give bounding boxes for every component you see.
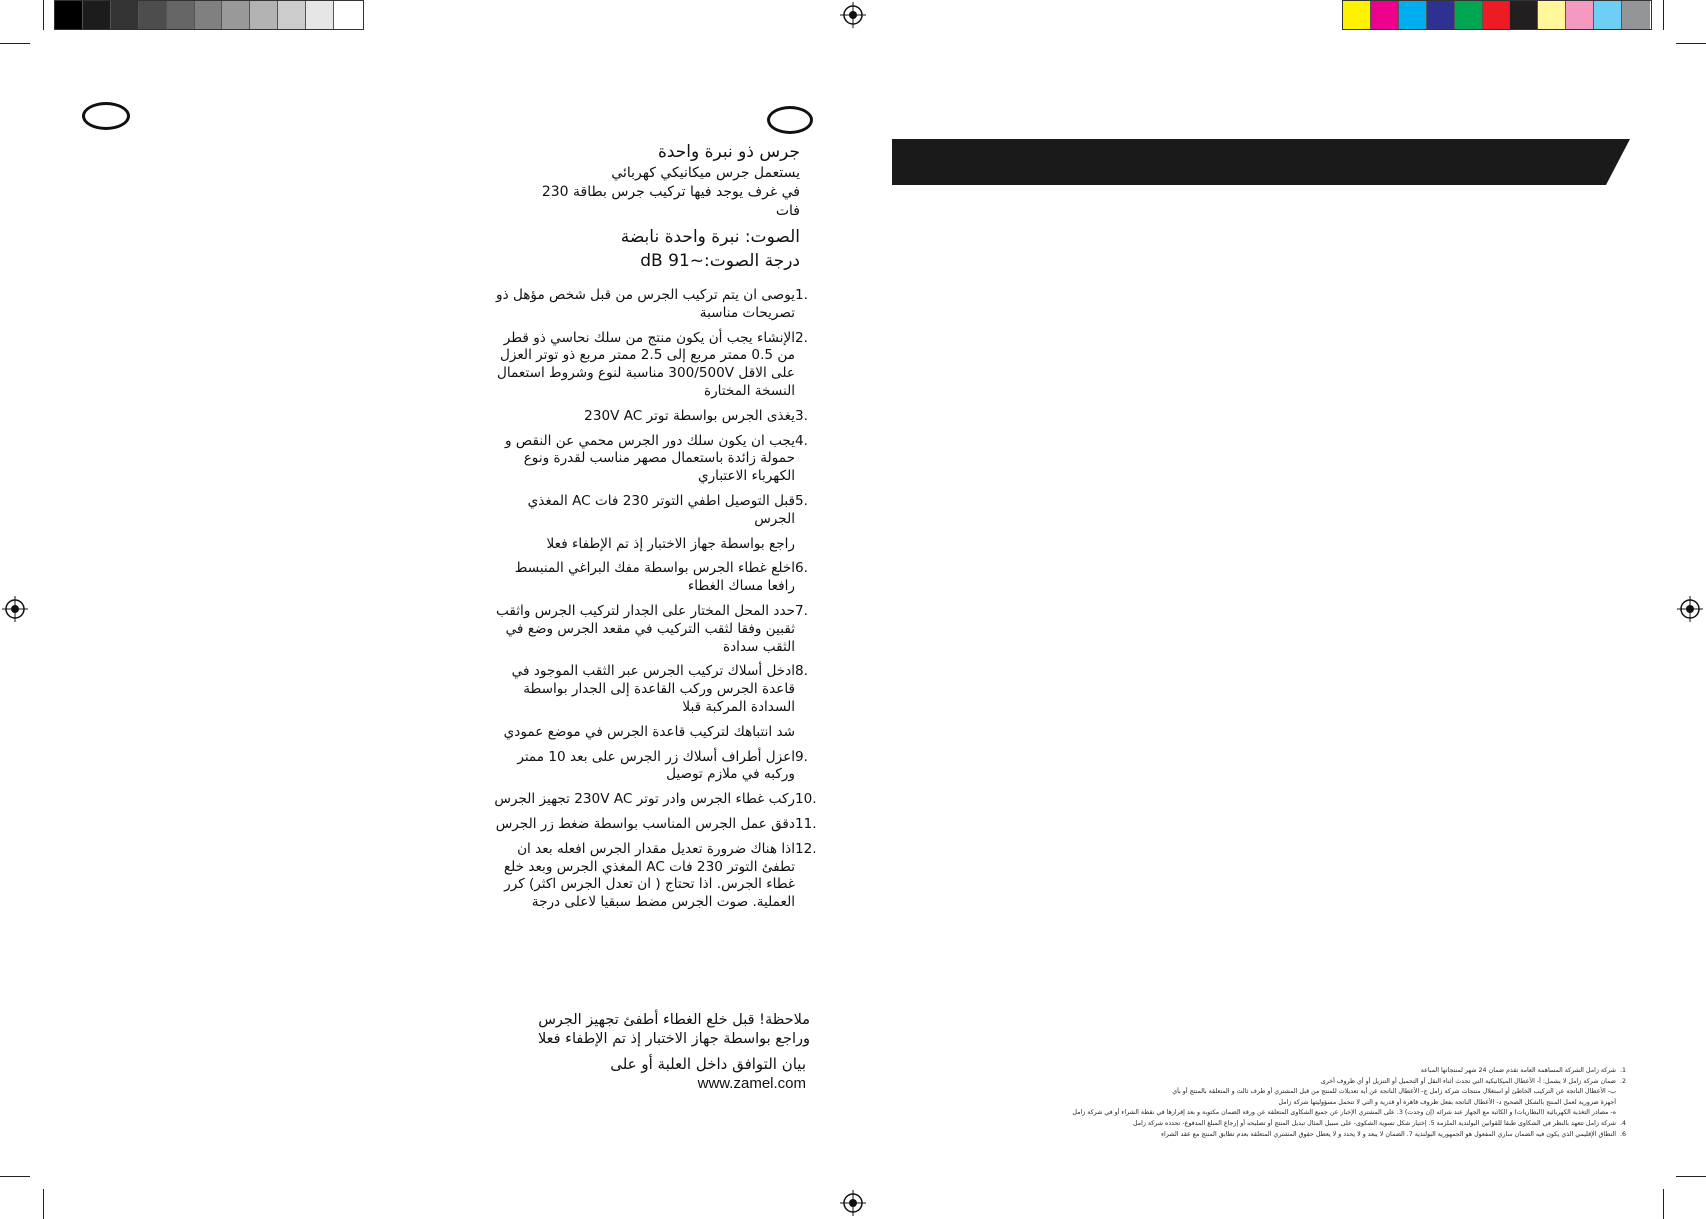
warranty-text: ضمان شركة زامل لا يشمل: أ- الأعطال الميكانيكية التي تحدث أثناء النقل أو التحميل أو التنزيل أو أي ظروف أخرى: [1320, 1077, 1616, 1085]
step-number: 11.: [795, 815, 817, 832]
warranty-line: [1006, 1108, 1626, 1119]
product-title-block: [500, 140, 800, 273]
instruction-step: [475, 408, 815, 426]
warranty-number: [1616, 1098, 1626, 1109]
warranty-number: 2.: [1619, 1077, 1626, 1085]
warranty-text: شركة زامل الشركة المساهمة العامة تقدم ضمان 24 شهر لمنتجاتها المباعة: [1420, 1067, 1616, 1074]
warranty-line: [1006, 1098, 1626, 1109]
crop-mark: [1663, 1189, 1664, 1219]
process-color-swatch: [1483, 1, 1511, 29]
instruction-step: [475, 663, 815, 716]
language-oval-right: [767, 106, 813, 134]
step-text: اخلع غطاء الجرس بواسطة مفك البراغي المنبسط رافعا مساك الغطاء: [514, 560, 795, 595]
step-number: 9.: [795, 748, 808, 765]
product-name: جرس ذو نبرة واحدة: [657, 142, 800, 162]
website-link[interactable]: www.zamel.com: [697, 1075, 806, 1092]
step-text: يجب ان يكون سلك دور الجرس محمي عن النقص و حمولة زائدة باستعمال مصهر مناسب لقدرة ونوع الكهرباء الاعتباري: [505, 432, 795, 485]
sound-spec: الصوت: نبرة واحدة نابضة: [620, 227, 800, 247]
instruction-step: [475, 493, 815, 529]
step-text: اعزل أطراف أسلاك زر الجرس على بعد 10 ممتر وركبه في ملازم توصيل: [517, 748, 795, 783]
instruction-remark: شد انتباهك لتركيب قاعدة الجرس في موضع عمودي: [503, 723, 795, 740]
instruction-step: [475, 433, 815, 486]
header-banner-shape: [892, 139, 1630, 185]
grayscale-swatch: [167, 1, 195, 29]
grayscale-swatch: [278, 1, 306, 29]
instruction-step: [475, 560, 815, 596]
product-desc-3: فات: [775, 203, 800, 219]
grayscale-swatch: [222, 1, 250, 29]
grayscale-color-bar: [54, 0, 364, 30]
grayscale-swatch: [83, 1, 111, 29]
step-number: 8.: [795, 663, 808, 680]
step-number: 7.: [795, 602, 808, 619]
step-number: 5.: [795, 492, 808, 509]
instruction-step: [475, 330, 815, 401]
crop-mark: [0, 43, 30, 44]
crop-mark: [1676, 43, 1706, 44]
process-color-swatch: [1566, 1, 1594, 29]
instruction-step: [475, 791, 815, 809]
grayscale-swatch: [139, 1, 167, 29]
warranty-number: 6.: [1619, 1130, 1626, 1138]
step-text: اذا هناك ضرورة تعديل مقدار الجرس افعله بعد ان تطفئ التوتر 230 فات AC المغذي الجرس وبعد خلع غطاء الجرس. اذا تحتاج ( ان تعدل الجرس اكثر) كرر العملية. صوت الجرس مضط سبقيا لاعلى درجة: [503, 840, 795, 911]
instruction-step: [475, 749, 815, 785]
grayscale-swatch: [55, 1, 83, 29]
process-color-swatch: [1343, 1, 1371, 29]
process-color-swatch: [1594, 1, 1622, 29]
step-text: يوصى ان يتم تركيب الجرس من قبل شخص مؤهل ذو تصريحات مناسبة: [496, 287, 795, 321]
warranty-terms: [1006, 1066, 1626, 1140]
grayscale-swatch: [306, 1, 334, 29]
crop-mark: [1676, 1176, 1706, 1177]
step-text: يغذى الجرس بواسطة توتر 230V AC: [584, 407, 795, 424]
instruction-step: [475, 603, 815, 656]
warranty-line: [1006, 1077, 1626, 1088]
warranty-line: [1006, 1087, 1626, 1098]
step-number: 3.: [795, 407, 808, 424]
warranty-number: 4.: [1619, 1119, 1626, 1127]
step-text: دقق عمل الجرس المناسب بواسطة ضغط زر الجرس: [495, 815, 795, 832]
grayscale-swatch: [111, 1, 139, 29]
grayscale-swatch: [195, 1, 223, 29]
declaration-block: [506, 1055, 806, 1093]
step-text: ادخل أسلاك تركيب الجرس عبر الثقب الموجود في قاعدة الجرس وركب القاعدة إلى الجدار بواسطة السدادة المركبة قبلا: [511, 663, 795, 715]
step-number: 1.: [795, 287, 808, 303]
step-number: 6.: [795, 560, 808, 577]
registration-mark-icon: [2, 596, 28, 622]
step-text: حدد المحل المختار على الجدار لتركيب الجرس واثقب ثقبين وفقا لثقب التركيب في مقعد الجرس وضع في الثقب سدادة: [496, 602, 795, 655]
warranty-text: النطاق الإقليمي الذي يكون فيه الضمان ساري المفعول هو الجمهورية البولندية 7. الضمان لا يبعد و لا يحدد و لا يعطل حقوق المشتري المتعلقة بعدم تطابق المنتج مع عقد الشراء: [1161, 1130, 1616, 1138]
db-spec: درجة الصوت:~91 dB: [640, 251, 800, 271]
process-color-swatch: [1538, 1, 1566, 29]
warranty-line: [1006, 1119, 1626, 1130]
warranty-number: 1.: [1619, 1067, 1626, 1074]
product-desc-1: يستعمل جرس ميكانيكي كهربائي: [611, 165, 800, 181]
process-color-swatch: [1371, 1, 1399, 29]
installation-steps: [475, 287, 815, 919]
process-color-swatch: [1510, 1, 1538, 29]
registration-mark-icon: [840, 1190, 866, 1216]
grayscale-swatch: [250, 1, 278, 29]
warranty-text: ه- مصادر التغذية الكهربائية (البطاريات) و الكاتبة مع الجهاز عند شرائه (إن وجدت) 3. على المشتري الإخبار عن جميع الشكاوى المتعلقة عن ورقة الضمان مكتوبة و بعد إقرارها في نقطة الشراء أو في شركة زامل: [1072, 1109, 1616, 1117]
grayscale-swatch: [334, 1, 362, 29]
step-text: قبل التوصيل اطفي التوتر 230 فات AC المغذي الجرس: [527, 492, 795, 527]
warranty-line: [1006, 1066, 1626, 1077]
warranty-text: أجهزة ضرورية لعمل المنتج بالشكل الصحيح د- الأعطال الناتجة بفعل ظروف قاهرة أو قدرية و التي لا تتحمل مسؤوليتها شركة زامل: [1278, 1098, 1616, 1106]
step-number: 2.: [795, 329, 808, 346]
warranty-text: ب- الأعطال الناتجة عن التركيب الخاطئ أو استغلال منتجات شركة زامل ج- الأعطال الناتجة عن أية تعديلات للمنتج من قبل المشتري أو طرف ثالث و المتعلقة بالمنتج أو بأي: [1172, 1088, 1616, 1096]
step-number: 10.: [795, 791, 817, 808]
warranty-line: [1006, 1130, 1626, 1141]
instruction-step: [475, 841, 815, 912]
safety-note: ملاحظة! قبل خلع الغطاء أطفئ تجهيز الجرس وراجع بواسطة جهاز الاختبار إذ تم الإطفاء فعلا: [537, 1012, 810, 1047]
declaration-text: بيان التوافق داخل العلبة أو على: [610, 1055, 806, 1073]
process-color-swatch: [1455, 1, 1483, 29]
language-oval-left: [82, 102, 130, 130]
warranty-number: [1616, 1087, 1626, 1098]
warranty-number: [1616, 1108, 1626, 1119]
crop-mark: [43, 0, 44, 30]
crop-mark: [43, 1189, 44, 1219]
registration-mark-icon: [840, 2, 866, 28]
step-text: ركب غطاء الجرس وادر توتر 230V AC تجهيز الجرس: [494, 791, 795, 808]
product-desc-2: في غرف يوجد فيها تركيب جرس بطاقة 230: [541, 184, 800, 200]
header-banner: [892, 139, 1630, 185]
process-color-swatch: [1427, 1, 1455, 29]
instruction-step: [475, 816, 815, 834]
process-color-swatch: [1622, 1, 1650, 29]
step-text: الإنشاء يجب أن يكون منتج من سلك نحاسي ذو قطر من 0.5 ممتر مربع إلى 2.5 ممتر مربع ذو توتر العزل على الاقل 300/500V مناسبة لنوع وشروط استعمال النسخة المختارة: [497, 329, 795, 399]
warranty-text: شركة زامل تتعهد بالنظر في الشكاوى طبقا للقوانين البولندية الملزمة 5. إختيار شكل تسوية الشكوى- على سبيل المثال تبديل المنتج أو تصليحه أو إرجاع المبلغ المدفوع- تحدده شركة زامل: [1133, 1119, 1616, 1127]
registration-mark-icon: [1677, 596, 1703, 622]
step-number: 12.: [795, 840, 817, 857]
process-color-bar: [1342, 0, 1652, 30]
instruction-remark: راجع بواسطة جهاز الاختبار إذ تم الإطفاء فعلا: [546, 535, 795, 552]
step-number: 4.: [795, 432, 808, 449]
instruction-step: [475, 287, 815, 323]
crop-mark: [0, 1176, 30, 1177]
crop-mark: [1663, 0, 1664, 30]
process-color-swatch: [1399, 1, 1427, 29]
